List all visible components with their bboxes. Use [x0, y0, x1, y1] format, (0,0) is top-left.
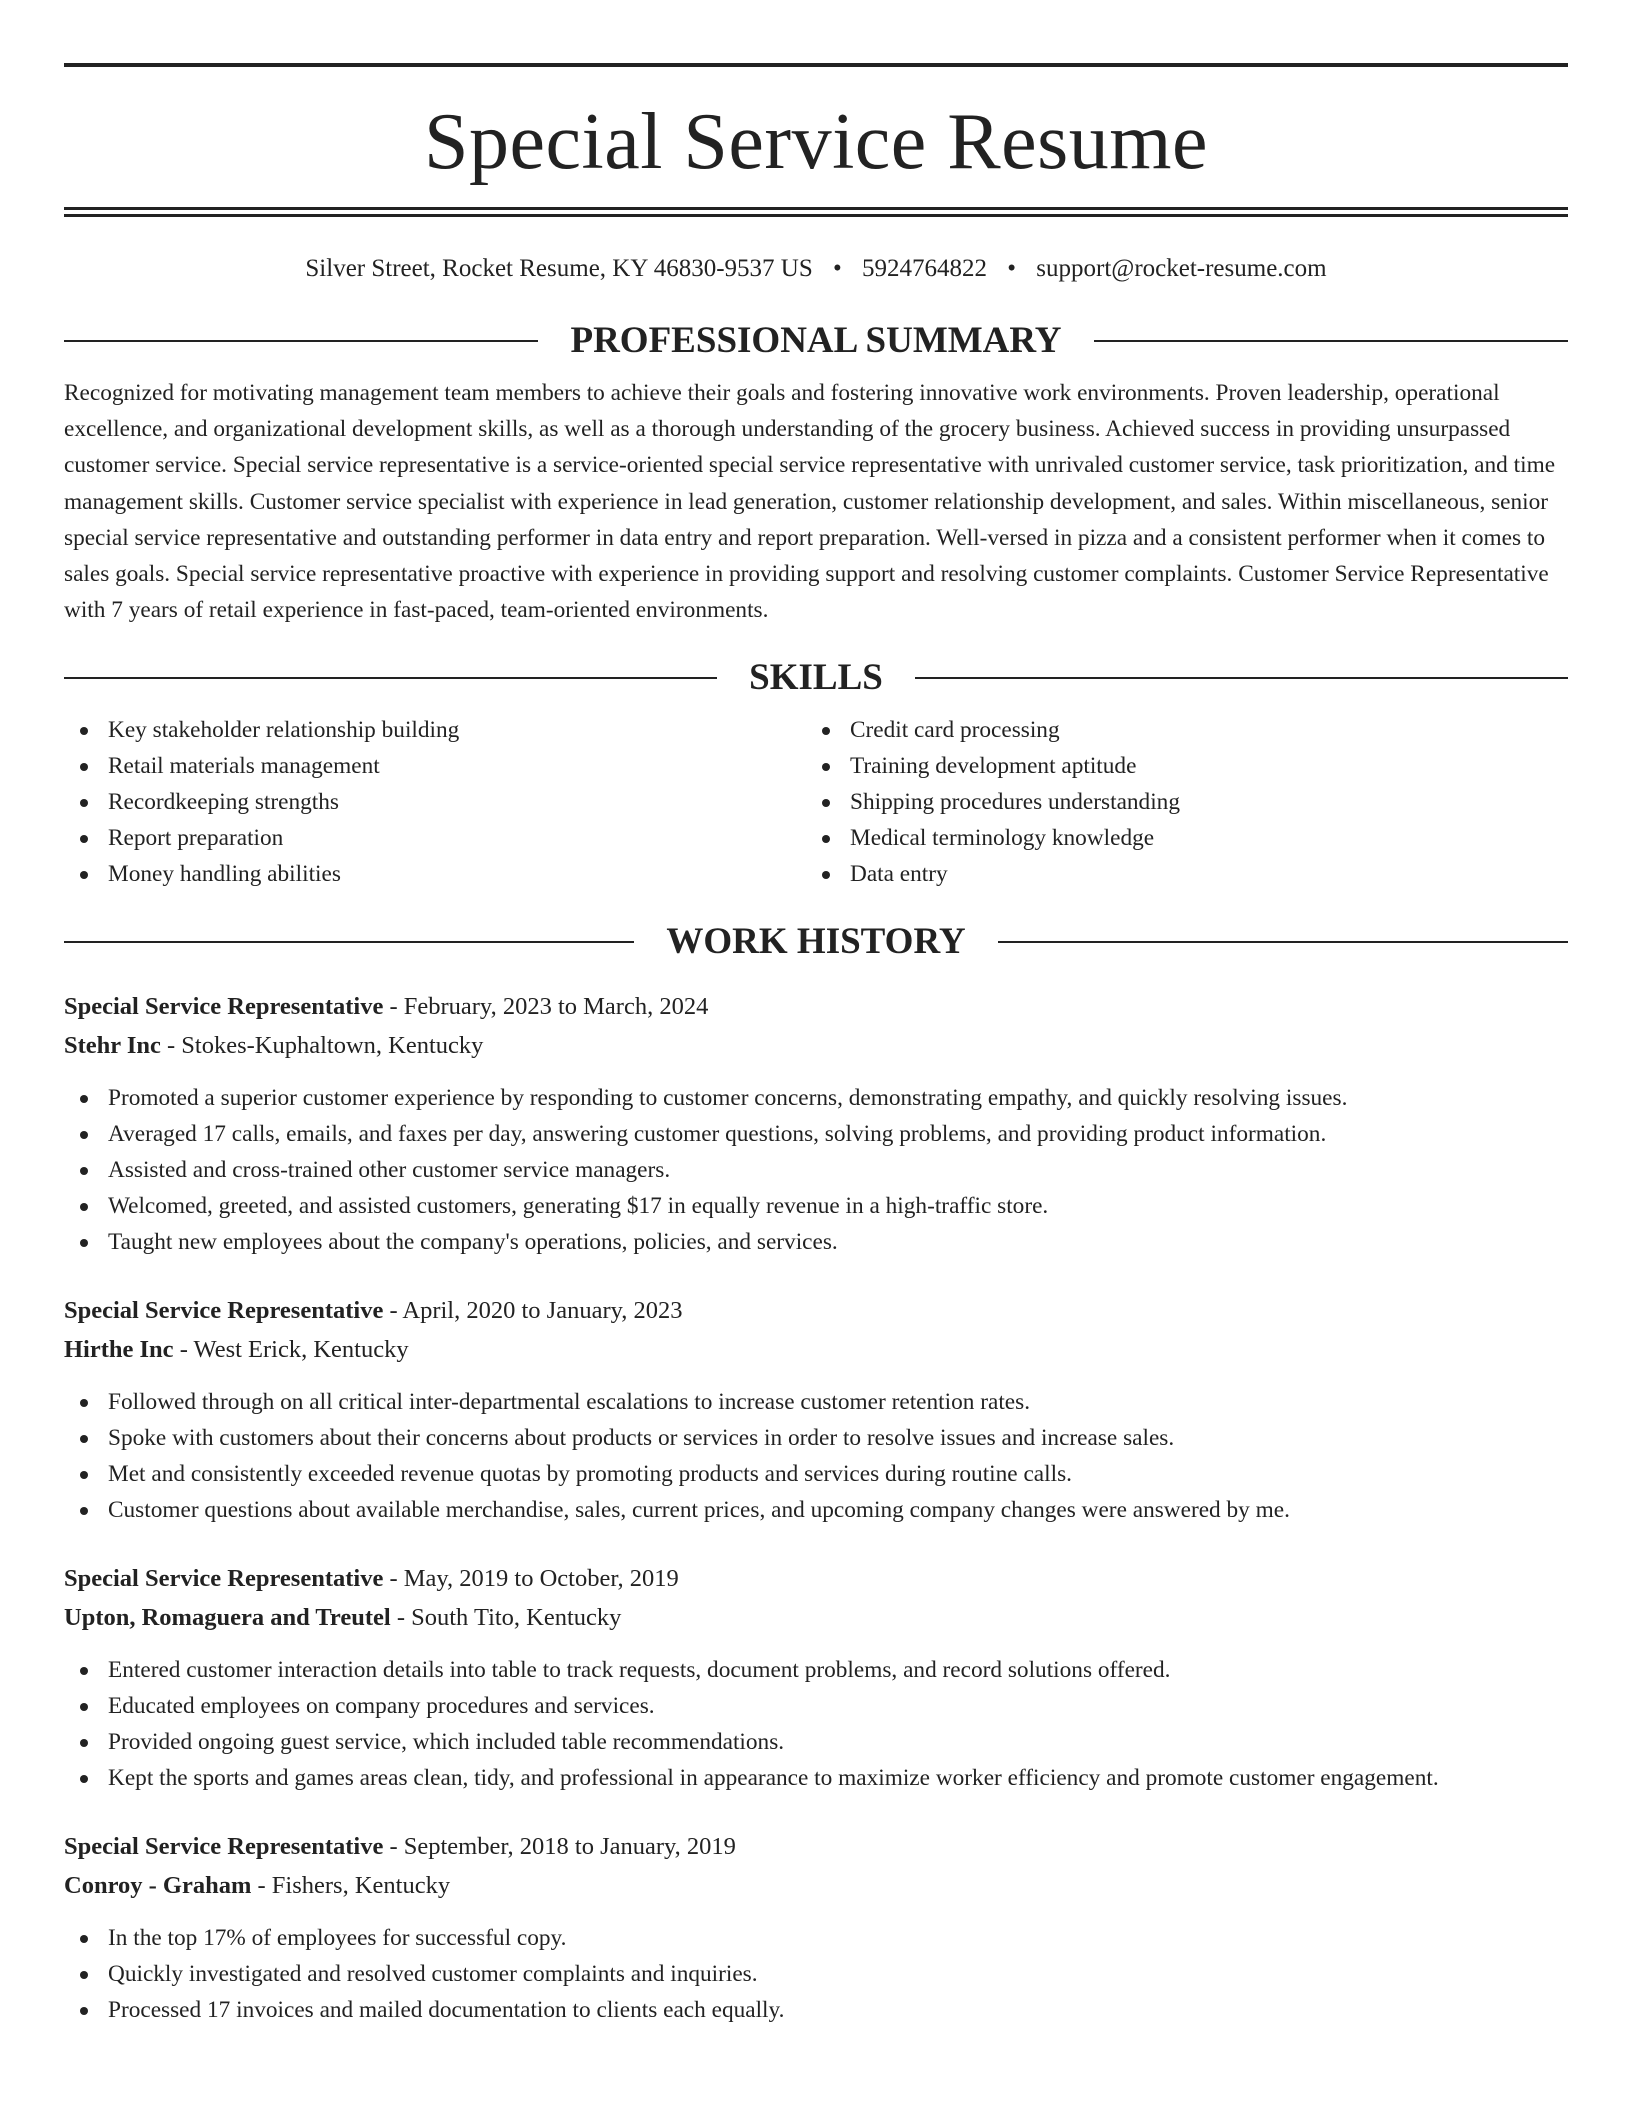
job-dates: - February, 2023 to March, 2024	[383, 993, 709, 1021]
contact-separator: •	[1007, 255, 1017, 282]
heading-rule	[998, 941, 1568, 943]
resume-page	[64, 0, 1568, 2028]
skills-heading-label: SKILLS	[749, 657, 883, 699]
job-bullet: Averaged 17 calls, emails, and faxes per day, answering customer questions, solving problems, and providing product information.	[64, 1116, 1568, 1152]
top-rule	[64, 63, 1568, 67]
contact-phone: 5924764822	[862, 255, 988, 282]
job-bullet: Customer questions about available merchandise, sales, current prices, and upcoming company changes were answered by me.	[64, 1492, 1568, 1528]
job-company: Stehr Inc	[64, 1031, 161, 1059]
skill-item: Recordkeeping strengths	[64, 784, 806, 820]
skill-item: Training development aptitude	[806, 748, 1548, 784]
job-entry	[64, 1828, 1568, 2028]
heading-rule	[64, 677, 717, 679]
job-title: Special Service Representative	[64, 1833, 384, 1861]
skills-list-left	[64, 712, 806, 892]
job-bullets	[64, 1920, 1568, 2028]
work-history-heading-label: WORK HISTORY	[666, 921, 966, 963]
job-title: Special Service Representative	[64, 1565, 384, 1593]
job-company-line	[64, 1331, 1568, 1370]
job-dates: - September, 2018 to January, 2019	[383, 1833, 736, 1861]
job-bullets	[64, 1080, 1568, 1260]
job-bullet: Taught new employees about the company's operations, policies, and services.	[64, 1224, 1568, 1260]
job-bullet: Kept the sports and games areas clean, tidy, and professional in appearance to maximize worker efficiency and promote customer engagement.	[64, 1760, 1568, 1796]
job-bullets	[64, 1652, 1568, 1796]
job-title-line	[64, 1828, 1568, 1867]
job-title-line	[64, 1292, 1568, 1331]
skill-item: Credit card processing	[806, 712, 1548, 748]
resume-title: Special Service Resume	[423, 98, 1209, 186]
job-bullet: Spoke with customers about their concerns about products or services in order to resolve issues and increase sales.	[64, 1420, 1568, 1456]
heading-rule	[64, 340, 538, 342]
skill-item: Data entry	[806, 856, 1548, 892]
job-bullet: Followed through on all critical inter-departmental escalations to increase customer retention rates.	[64, 1384, 1568, 1420]
job-entry	[64, 1292, 1568, 1528]
job-bullet: Met and consistently exceeded revenue quotas by promoting products and services during routine calls.	[64, 1456, 1568, 1492]
job-title-line	[64, 1560, 1568, 1599]
contact-line	[64, 253, 1568, 285]
job-bullet: Assisted and cross-trained other customer service managers.	[64, 1152, 1568, 1188]
job-entry	[64, 988, 1568, 1260]
job-company: Upton, Romaguera and Treutel	[64, 1603, 391, 1631]
contact-email: support@rocket-resume.com	[1036, 255, 1327, 282]
job-location: - Fishers, Kentucky	[251, 1871, 451, 1899]
job-company: Hirthe Inc	[64, 1335, 174, 1363]
contact-separator: •	[833, 255, 842, 282]
skills-columns	[64, 712, 1568, 892]
job-company: Conroy - Graham	[64, 1871, 252, 1899]
job-company-line	[64, 1599, 1568, 1638]
job-title: Special Service Representative	[64, 993, 384, 1021]
heading-rule	[1094, 340, 1568, 342]
job-title: Special Service Representative	[64, 1297, 384, 1325]
job-entry	[64, 1560, 1568, 1796]
summary-heading-label: PROFESSIONAL SUMMARY	[570, 320, 1062, 361]
job-bullet: Provided ongoing guest service, which included table recommendations.	[64, 1724, 1568, 1760]
skill-item: Report preparation	[64, 820, 806, 856]
job-location: - Stokes-Kuphaltown, Kentucky	[160, 1031, 484, 1059]
skill-item: Money handling abilities	[64, 856, 806, 892]
job-title-line	[64, 988, 1568, 1027]
skill-item: Key stakeholder relationship building	[64, 712, 806, 748]
skill-item: Medical terminology knowledge	[806, 820, 1548, 856]
job-bullet: Welcomed, greeted, and assisted customers, generating $17 in equally revenue in a high-traffic store.	[64, 1188, 1568, 1224]
skills-heading	[64, 656, 1568, 700]
summary-text: Recognized for motivating management team members to achieve their goals and fostering innovative work environments. Proven leadership, operational excellence, and organizational development skills, as well as a thorough understanding of the grocery business. Achieved success in providing unsurpassed customer service. Special service representative is a service-oriented special service representative with unrivaled customer service, task prioritization, and time management skills. Customer service specialist with experience in lead generation, customer relationship development, and sales. Within miscellaneous, senior special service representative and outstanding performer in data entry and report preparation. Well-versed in pizza and a consistent performer when it comes to sales goals. Special service representative proactive with experience in providing support and resolving customer complaints. Customer Service Representative with 7 years of retail experience in fast-paced, team-oriented environments.	[64, 380, 1556, 624]
job-bullet: In the top 17% of employees for successful copy.	[64, 1920, 1568, 1956]
contact-address: Silver Street, Rocket Resume, KY 46830-9537 US	[305, 255, 813, 282]
job-location: - South Tito, Kentucky	[390, 1603, 622, 1631]
job-bullet: Quickly investigated and resolved customer complaints and inquiries.	[64, 1956, 1568, 1992]
job-location: - West Erick, Kentucky	[173, 1335, 409, 1363]
work-history-heading	[64, 920, 1568, 964]
job-bullet: Processed 17 invoices and mailed documentation to clients each equally.	[64, 1992, 1568, 2028]
job-company-line	[64, 1027, 1568, 1066]
heading-rule	[915, 677, 1568, 679]
job-dates: - April, 2020 to January, 2023	[383, 1297, 683, 1325]
job-bullet: Entered customer interaction details into table to track requests, document problems, and record solutions offered.	[64, 1652, 1568, 1688]
job-bullet: Educated employees on company procedures and services.	[64, 1688, 1568, 1724]
skills-list-right	[806, 712, 1548, 892]
title-double-rule	[64, 207, 1568, 217]
skill-item: Retail materials management	[64, 748, 806, 784]
summary-heading	[64, 319, 1568, 363]
job-bullet: Promoted a superior customer experience by responding to customer concerns, demonstrating empathy, and quickly resolving issues.	[64, 1080, 1568, 1116]
skill-item: Shipping procedures understanding	[806, 784, 1548, 820]
job-company-line	[64, 1867, 1568, 1906]
heading-rule	[64, 941, 634, 943]
job-dates: - May, 2019 to October, 2019	[383, 1565, 679, 1593]
job-bullets	[64, 1384, 1568, 1528]
